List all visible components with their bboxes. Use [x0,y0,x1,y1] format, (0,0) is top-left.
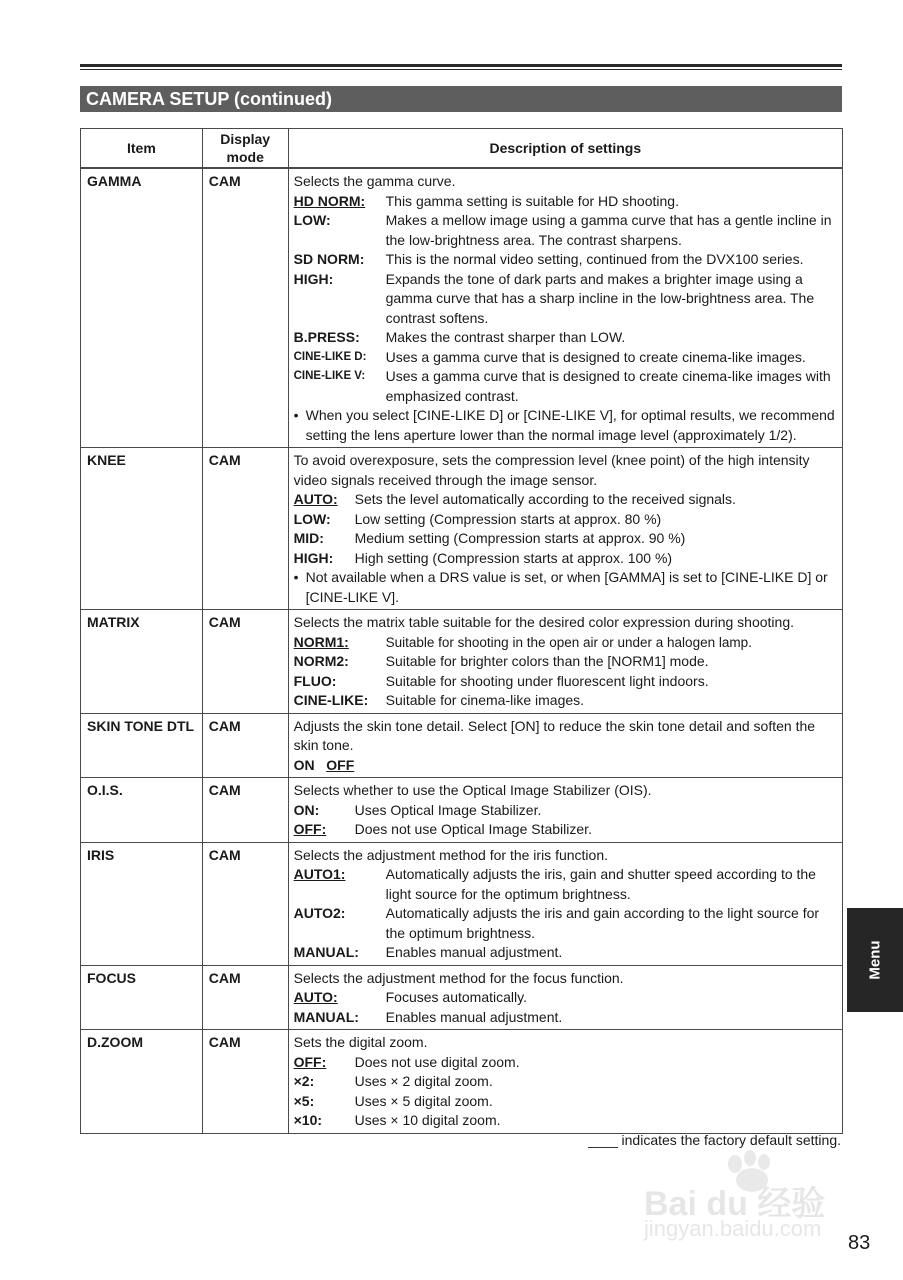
option-x5 [294,1092,836,1112]
option-auto2 [294,904,836,943]
row-mode: CAM [202,842,288,965]
note-text: When you select [CINE-LIKE D] or [CINE-LIKE V], for optimal results, we recommend setting the lens aperture lower than the normal image level (approximately 1/2). [305,407,835,443]
header-display-mode: Display mode [202,129,288,169]
note-text: Not available when a DRS value is set, or when [GAMMA] is set to [CINE-LIKE D] or [CINE-LIKE V]. [305,569,828,605]
row-item: GAMMA [81,168,203,448]
section-title: CAMERA SETUP (continued) [80,86,842,112]
watermark-url: jingyan.baidu.com [644,1216,822,1241]
row-description [288,842,842,965]
note [294,406,836,445]
description-intro: Adjusts the skin tone detail. Select [ON] to reduce the skin tone detail and soften the skin tone. [293,717,816,753]
option-key: LOW: [293,212,331,228]
option-key: ON: [293,801,320,818]
option-key: LOW: [293,510,331,527]
option-key: HIGH: [293,549,334,566]
option-key: AUTO: [293,491,338,507]
watermark-brand: Bai du 经验 [644,1185,826,1223]
description-intro: Selects the adjustment method for the focus function. [293,969,624,986]
baidu-watermark [640,1150,850,1250]
note [294,568,836,607]
row-item: MATRIX [81,610,203,714]
option-key: SD NORM: [293,251,365,267]
option-text: Suitable for shooting in the open air or under a halogen lamp. [385,634,752,650]
row-item: O.I.S. [81,778,203,843]
option-text: Enables manual adjustment. [385,944,563,960]
option-text: Does not use Optical Image Stabilizer. [354,821,592,837]
option-key: MANUAL: [293,1008,359,1025]
row-description [288,168,842,448]
option-key: B.PRESS: [293,329,360,345]
description-intro: Selects the gamma curve. [293,173,456,189]
option-text: High setting (Compression starts at approx. 100 %) [354,549,673,566]
option-hd-norm [294,192,836,212]
option-key: MID: [293,530,324,546]
option-key: AUTO: [293,989,338,1005]
row-description [288,610,842,714]
value-on: ON [293,756,315,773]
option-mid [294,529,836,549]
option-key: FLUO: [293,672,337,689]
option-key: ×10: [293,1112,323,1128]
option-sd-norm [294,250,836,270]
option-text: Automatically adjusts the iris and gain according to the light source for the optimum brightness. [385,905,820,941]
header-description: Description of settings [288,129,842,169]
row-item: FOCUS [81,965,203,1030]
page-number: 83 [848,1232,871,1254]
option-text: Suitable for brighter colors than the [NORM1] mode. [385,653,709,669]
value-off: OFF [326,756,355,773]
option-fluo [294,672,836,692]
option-text: Makes a mellow image using a gamma curve that has a gentle incline in the low-brightness area. The contrast sharpens. [385,212,832,248]
option-key: HD NORM: [293,192,366,209]
option-text: Focuses automatically. [385,989,527,1005]
option-text: Suitable for shooting under fluorescent light indoors. [385,672,709,689]
option-manual [294,1008,836,1028]
option-text: Uses a gamma curve that is designed to create cinema-like images. [385,348,806,365]
table-row-matrix [81,610,843,714]
option-text: Makes the contrast sharper than LOW. [385,329,626,345]
table-row-gamma [81,168,843,448]
option-text: Uses × 2 digital zoom. [354,1073,493,1089]
option-key: MANUAL: [293,944,359,960]
option-text: This is the normal video setting, continued from the DVX100 series. [385,251,804,267]
footnote-text: indicates the factory default setting. [621,1132,841,1148]
option-manual [294,943,836,963]
table-row-focus [81,965,843,1030]
option-key: AUTO1: [293,866,346,882]
bullet: • [293,407,299,423]
default-setting-footnote [588,1132,841,1148]
option-text: Expands the tone of dark parts and makes a brighter image using a gamma curve that has a sharp incline in the low-brightness area. The contrast softens. [385,270,815,326]
option-key: NORM2: [293,653,349,669]
option-norm2 [294,652,836,672]
row-mode: CAM [202,1030,288,1134]
table-row-d-zoom [81,1030,843,1134]
option-text: Uses × 10 digital zoom. [354,1112,501,1128]
row-mode: CAM [202,610,288,714]
row-description [288,965,842,1030]
option-text: Sets the level automatically according to the received signals. [354,491,736,507]
option-on [294,801,836,821]
row-mode: CAM [202,713,288,778]
row-item: D.ZOOM [81,1030,203,1134]
option-cine-like-d [294,348,836,368]
side-tab-label: Menu [866,940,884,980]
row-description [288,778,842,843]
option-text: This gamma setting is suitable for HD shooting. [385,192,679,209]
option-text: Automatically adjusts the iris, gain and shutter speed according to the light source for the optimum brightness. [385,866,816,902]
option-cine-like [294,691,836,711]
description-intro: Selects the matrix table suitable for the desired color expression during shooting. [293,614,794,630]
option-key: CINE-LIKE D: [293,350,367,363]
option-b-press [294,328,836,348]
row-item: KNEE [81,448,203,610]
on-off-values [294,756,836,776]
row-item: IRIS [81,842,203,965]
row-mode: CAM [202,448,288,610]
option-low [294,510,836,530]
description-intro: Selects whether to use the Optical Image Stabilizer (OIS). [293,782,652,798]
option-auto1 [294,865,836,904]
settings-table [80,128,843,1134]
row-mode: CAM [202,168,288,448]
description-intro: Selects the adjustment method for the iris function. [293,846,608,863]
menu-side-tab [847,908,903,1012]
option-off [294,820,836,840]
option-norm1 [294,633,836,653]
option-text: Uses Optical Image Stabilizer. [354,801,542,818]
option-text: Medium setting (Compression starts at approx. 90 %) [354,530,686,546]
option-text: Uses a gamma curve that is designed to create cinema-like images with emphasized contrast. [385,368,831,404]
bullet: • [293,569,299,585]
row-description [288,713,842,778]
option-key: NORM1: [293,633,349,650]
table-row-knee [81,448,843,610]
option-low [294,211,836,250]
option-key: OFF: [293,1053,327,1070]
row-mode: CAM [202,778,288,843]
header-item: Item [81,129,203,169]
option-text: Low setting (Compression starts at approx. 80 %) [354,510,662,527]
row-description [288,1030,842,1134]
option-auto [294,490,836,510]
option-cine-like-v [294,367,836,406]
description-intro: To avoid overexposure, sets the compression level (knee point) of the high intensity video signals received through the image sensor. [293,452,810,488]
option-high [294,270,836,329]
option-key: ×2: [293,1073,315,1089]
option-key: AUTO2: [293,905,346,921]
row-item: SKIN TONE DTL [81,713,203,778]
option-x10 [294,1111,836,1131]
table-row-iris [81,842,843,965]
option-key: CINE-LIKE: [293,692,369,708]
top-rule-thin [80,69,842,70]
option-text: Enables manual adjustment. [385,1008,563,1025]
underline-sample [588,1147,618,1148]
option-high [294,549,836,569]
option-key: CINE-LIKE V: [293,370,366,382]
option-auto [294,988,836,1008]
row-mode: CAM [202,965,288,1030]
table-header-row [81,129,843,169]
option-x2 [294,1072,836,1092]
option-key: HIGH: [293,270,334,287]
description-intro: Sets the digital zoom. [293,1034,428,1050]
table-row-skin-tone-dtl [81,713,843,778]
option-off [294,1053,836,1073]
option-key: OFF: [293,821,327,837]
option-text: Does not use digital zoom. [354,1053,520,1070]
table-row-ois [81,778,843,843]
option-key: ×5: [293,1092,315,1109]
top-rule [80,64,842,67]
option-text: Uses × 5 digital zoom. [354,1092,493,1109]
row-description [288,448,842,610]
option-text: Suitable for cinema-like images. [385,692,585,708]
